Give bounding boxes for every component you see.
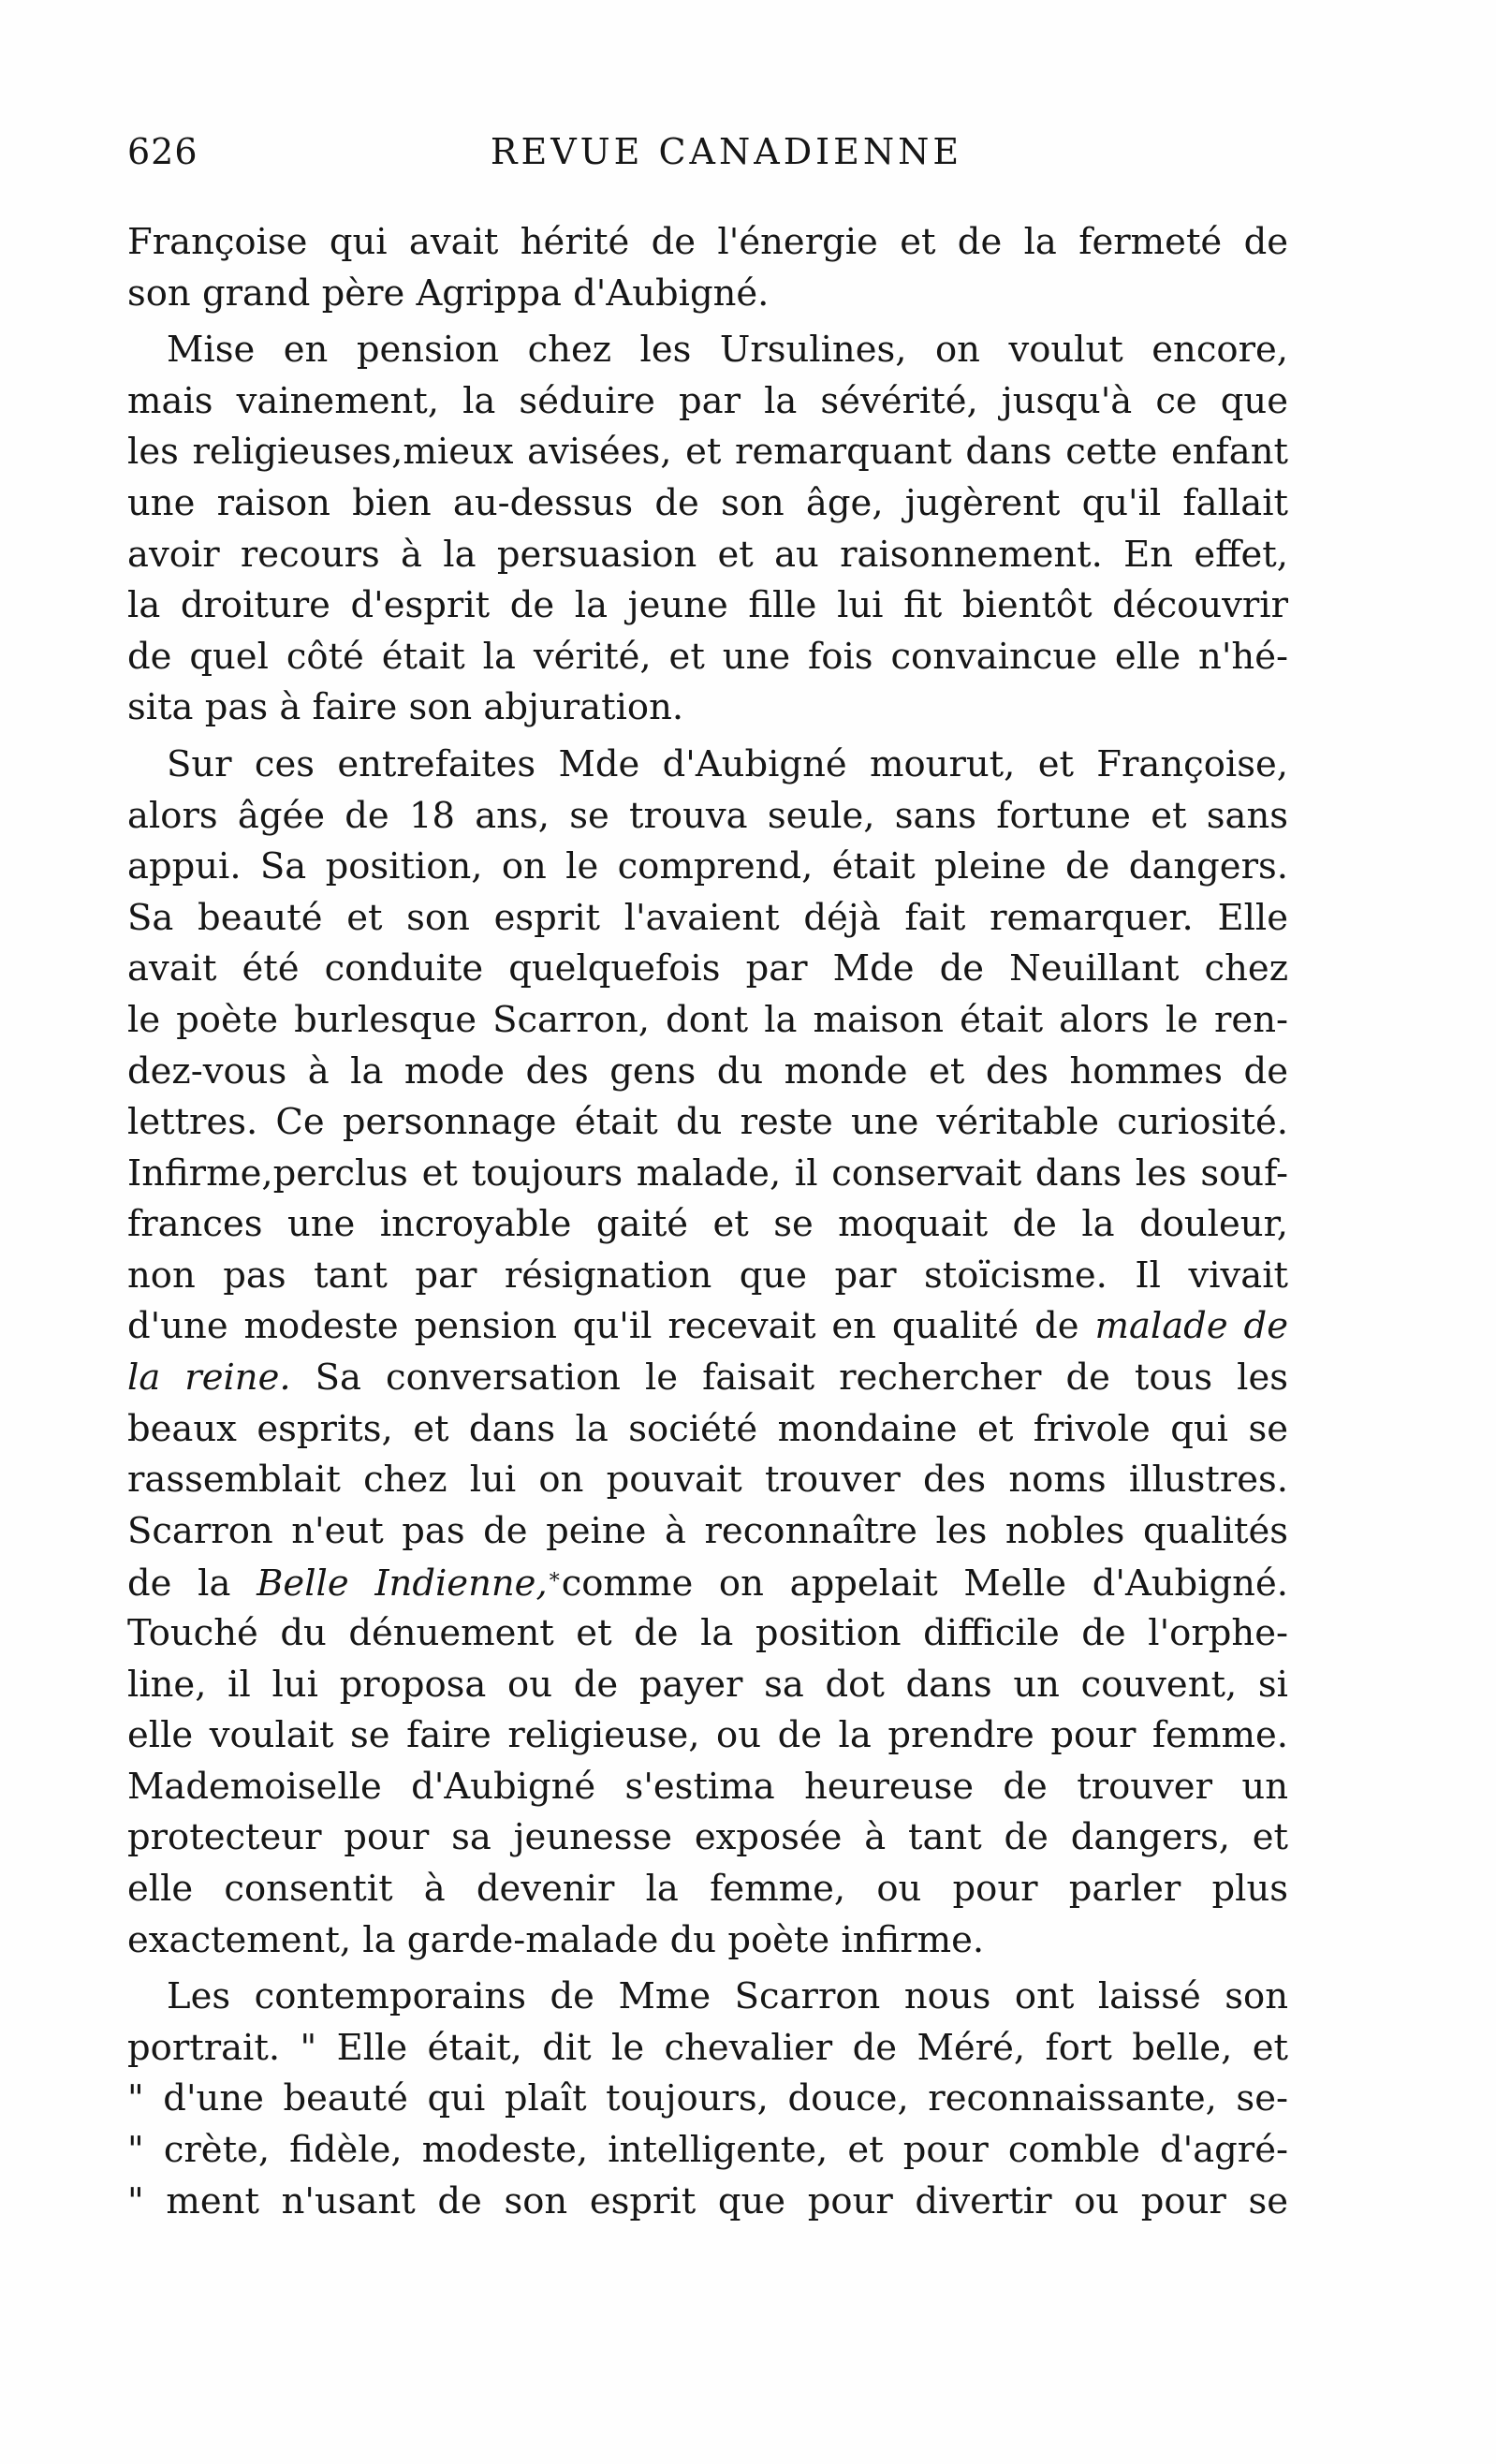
text-line: Infirme,perclus et toujours malade, il conservait dans les souf- (127, 1151, 1288, 1195)
text-line: frances une incroyable gaité et se moquait de la douleur, (127, 1203, 1288, 1246)
body-text (127, 217, 1288, 2227)
text-line: exactement, la garde-malade du poète infirme. (127, 1918, 985, 1961)
text-line (127, 1301, 1288, 1353)
text-line: le poète burlesque Scarron, dont la maison était alors le ren- (127, 998, 1288, 1041)
text-line: appui. Sa position, on le comprend, était pleine de dangers. (127, 845, 1288, 888)
text-line: Mademoiselle d'Aubigné s'estima heureuse de trouver un (127, 1765, 1288, 1808)
text-line: Françoise qui avait hérité de l'énergie et de la fermeté de (127, 221, 1288, 263)
text-line: Les contemporains de Mme Scarron nous ont laissé son (167, 1975, 1288, 2018)
text-line: rassemblait chez lui on pouvait trouver des noms illustres. (127, 1459, 1288, 1502)
text-line: la droiture d'esprit de la jeune fille lui fit bientôt découvrir (127, 584, 1288, 627)
text-line: son grand père Agrippa d'Aubigné. (127, 271, 770, 315)
text-line: " d'une beauté qui plaît toujours, douce, reconnaissante, se- (127, 2077, 1288, 2120)
running-title: REVUE CANADIENNE (490, 131, 963, 172)
italic-text: Belle Indienne, (257, 1562, 548, 1606)
text-line: " crète, fidèle, modeste, intelligente, et pour comble d'agré- (127, 2128, 1288, 2171)
footnote-mark: * (549, 1570, 560, 1594)
page-number: 626 (127, 131, 198, 172)
text-line: une raison bien au-dessus de son âge, jugèrent qu'il fallait (127, 481, 1288, 524)
text-line: alors âgée de 18 ans, se trouva seule, sans fortune et sans (127, 794, 1288, 837)
text-line: elle consentit à devenir la femme, ou pour parler plus (127, 1868, 1288, 1910)
text-line (127, 1557, 1288, 1608)
page-header (127, 131, 1288, 187)
text-line: elle voulait se faire religieuse, ou de la prendre pour femme. (127, 1714, 1288, 1757)
text-line: Sur ces entrefaites Mde d'Aubigné mourut, et Françoise, (167, 742, 1288, 785)
text-line: Scarron n'eut pas de peine à reconnaître les nobles qualités (127, 1509, 1288, 1552)
italic-text: malade de (1094, 1305, 1288, 1348)
text-span: d'une modeste pension qu'il recevait en qualité de (127, 1305, 1079, 1348)
text-line: non pas tant par résignation que par stoïcisme. Il vivait (127, 1254, 1288, 1297)
text-line: beaux esprits, et dans la société mondaine et frivole qui se (127, 1407, 1288, 1450)
text-line: Touché du dénuement et de la position difficile de l'orphe- (127, 1612, 1288, 1655)
text-line (127, 1353, 1288, 1404)
text-line: mais vainement, la séduire par la sévérité, jusqu'à ce que (127, 379, 1288, 422)
text-line: les religieuses,mieux avisées, et remarquant dans cette enfant (127, 431, 1288, 474)
text-line: Mise en pension chez les Ursulines, on voulut encore, (167, 329, 1288, 372)
text-line: line, il lui proposa ou de payer sa dot dans un couvent, si (127, 1663, 1288, 1706)
text-line: avait été conduite quelquefois par Mde de Neuillant chez (127, 947, 1288, 990)
text-line: portrait. " Elle était, dit le chevalier de Méré, fort belle, et (127, 2026, 1288, 2069)
text-line: " ment n'usant de son esprit que pour divertir ou pour se (127, 2179, 1288, 2222)
text-span: comme on appelait Melle d'Aubigné. (561, 1562, 1288, 1606)
text-span: de la (127, 1562, 257, 1606)
text-line: Sa beauté et son esprit l'avaient déjà fait remarquer. Elle (127, 896, 1288, 939)
text-line: protecteur pour sa jeunesse exposée à tant de dangers, et (127, 1816, 1288, 1859)
text-line: dez-vous à la mode des gens du monde et des hommes de (127, 1049, 1288, 1093)
text-line: sita pas à faire son abjuration. (127, 686, 684, 729)
text-line: de quel côté était la vérité, et une fois convaincue elle n'hé- (127, 635, 1288, 678)
text-line: avoir recours à la persuasion et au raisonnement. En effet, (127, 533, 1288, 576)
italic-text: la reine. (127, 1357, 291, 1400)
text-span: Sa conversation le faisait rechercher de tous les (290, 1357, 1288, 1400)
text-line: lettres. Ce personnage était du reste une véritable curiosité. (127, 1101, 1288, 1144)
